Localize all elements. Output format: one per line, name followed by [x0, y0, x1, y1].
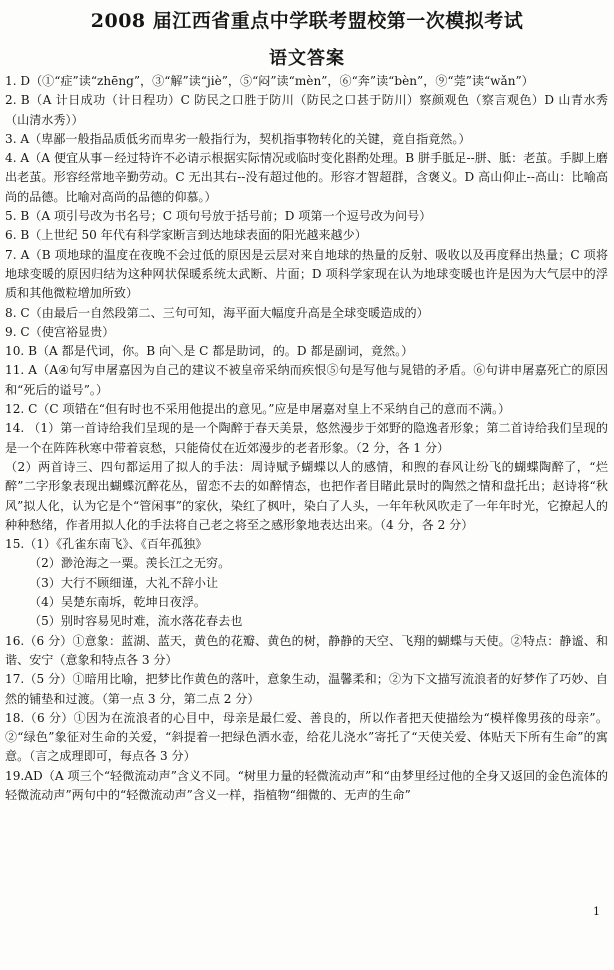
answer-item-3: 3. A（卑鄙一般指品质低劣而卑劣一般指行为，契机指事物转化的关键，竟自指竟然。） [5, 131, 471, 146]
answer-subtitle: 语文答案 [269, 48, 345, 69]
answer-item-12: 12. C（C 项错在“但有时也不采用他提出的意见。”应是申屠嘉对皇上不采纳自己的意而不满。） [5, 402, 511, 417]
answer-item-9: 9. C（使宫裕显贵） [5, 324, 115, 339]
answer-item-14-part1: 14. （1）第一首诗给我们呈现的是一个陶醉于春天美景，悠然漫步于郊野的隐逸者形象；第二首诗给我们呈现的是一个在阵阵秋寒中带着哀愁，只能倚仗在近郊漫步的老者形象。（2 分，各 1 分） [5, 421, 608, 455]
answer-item-4: 4. A（A 便宜从事－经过特许不必请示根据实际情况或临时变化斟酌处理。B 胼手胝足--胼、胝：老茧。手脚上磨出老茧。形容经常地辛勤劳动。C 无出其右--没有超过他的。形容才智超群，含褒义。D 高山仰止--高山：比喻高尚的品德。比喻对高尚的品德的仰慕。） [5, 151, 608, 204]
answer-item-5: 5. B（A 项引号改为书名号；C 项句号放于括号前；D 项第一个逗号改为问号） [5, 209, 432, 224]
page-number: 1 [593, 905, 600, 918]
answer-item-14-part2: （2）两首诗三、四句都运用了拟人的手法：周诗赋予蝴蝶以人的感情，和煦的春风让纷飞的蝴蝶陶醉了，“烂醉”二字形象表现出蝴蝶沉醉花丛，留恋不去的如醉情态，也把作者目睹此景时的陶然之情和盘托出；赵诗将“秋风”拟人化，认为它是个“管闲事”的家伙，染红了枫叶，染白了人头，一年年秋风吹走了一年年时光，它撩起人的种种愁绪，作者用拟人化的手法将自己老之将至之感形象地表达出来。（4 分，各 2 分） [5, 459, 608, 532]
answer-body [5, 72, 608, 805]
answer-item-15-line: （5）别时容易见时难，流水落花春去也 [29, 614, 243, 629]
answer-item-15-line: （4）吴楚东南坼，乾坤日夜浮。 [29, 595, 207, 610]
answer-item-11: 11. A（A④句写申屠嘉因为自己的建议不被皇帝采纳而疾恨⑤句是写他与晁错的矛盾。⑥句讲申屠嘉死亡的原因和“死后的谥号”。） [5, 363, 608, 397]
answer-item-6: 6. B（上世纪 50 年代有科学家断言到达地球表面的阳光越来越少） [5, 228, 367, 243]
answer-item-18: 18.（6 分）①因为在流浪者的心目中，母亲是最仁爱、善良的，所以作者把天使描绘为“模样像男孩的母亲”。②“绿色”象征对生命的关爱，“斜提着一把绿色洒水壶，给花儿浇水”寄托了“天使关爱、体贴天下所有生命”的寓意。（言之成理即可，每点各 3 分） [5, 710, 608, 764]
exam-title: 2008 届江西省重点中学联考盟校第一次模拟考试 [90, 10, 524, 32]
answer-item-17: 17.（5 分）①暗用比喻，把梦比作黄色的落叶，意象生动，温馨柔和；②为下文描写流浪者的好梦作了巧妙、自然的铺垫和过渡。（第一点 3 分，第二点 2 分） [5, 672, 608, 706]
answer-item-10: 10. B（A 都是代词，你。B 向＼是 C 都是助词，的。D 都是副词，竟然。） [5, 344, 414, 359]
answer-item-8: 8. C（由最后一自然段第二、三句可知，海平面大幅度升高是全球变暖造成的） [5, 305, 429, 320]
answer-item-2: 2. B（A 计日成功（计日程功）C 防民之口胜于防川（防民之口甚于防川）察颜观色（察言观色）D 山青水秀（山清水秀）） [5, 93, 608, 127]
answer-item-15: 15.（1）《孔雀东南飞》、《百年孤独》 [5, 537, 208, 552]
answer-item-1: 1. D（①“症”读“zhēng”，③“解”读“jiè”，⑤“闷”读“mèn”，⑥“奔”读“bèn”，⑨“莞”读“wǎn”） [5, 74, 534, 88]
answer-item-19: 19.AD（A 项三个“轻微流动声”含义不同。“树里力量的轻微流动声”和“由梦里经过他的全身又返回的金色流体的轻微流动声”两句中的“轻微流动声”含义一样，指植物“细微的、无声的生命” [5, 768, 608, 802]
answer-item-15-line: （3）大行不顾细谨，大礼不辞小让 [29, 575, 219, 590]
answer-item-7: 7. A（B 项地球的温度在夜晚不会过低的原因是云层对来自地球的热量的反射、吸收以及再度释出热量；C 项将地球变暖的原因归结为这种网状保暖系统太武断、片面；D 项科学家现在认为地球变暖也许是因为大气层中的浮质和其他微粒增加所致） [5, 247, 608, 301]
answer-item-15-line: （2）渺沧海之一粟。羡长江之无穷。 [29, 556, 231, 571]
answer-item-16: 16.（6 分）①意象：蓝湖、蓝天，黄色的花瓣、黄色的树，静静的天空、飞翔的蝴蝶与天使。②特点：静谧、和谐、安宁（意象和特点各 3 分） [5, 633, 608, 667]
